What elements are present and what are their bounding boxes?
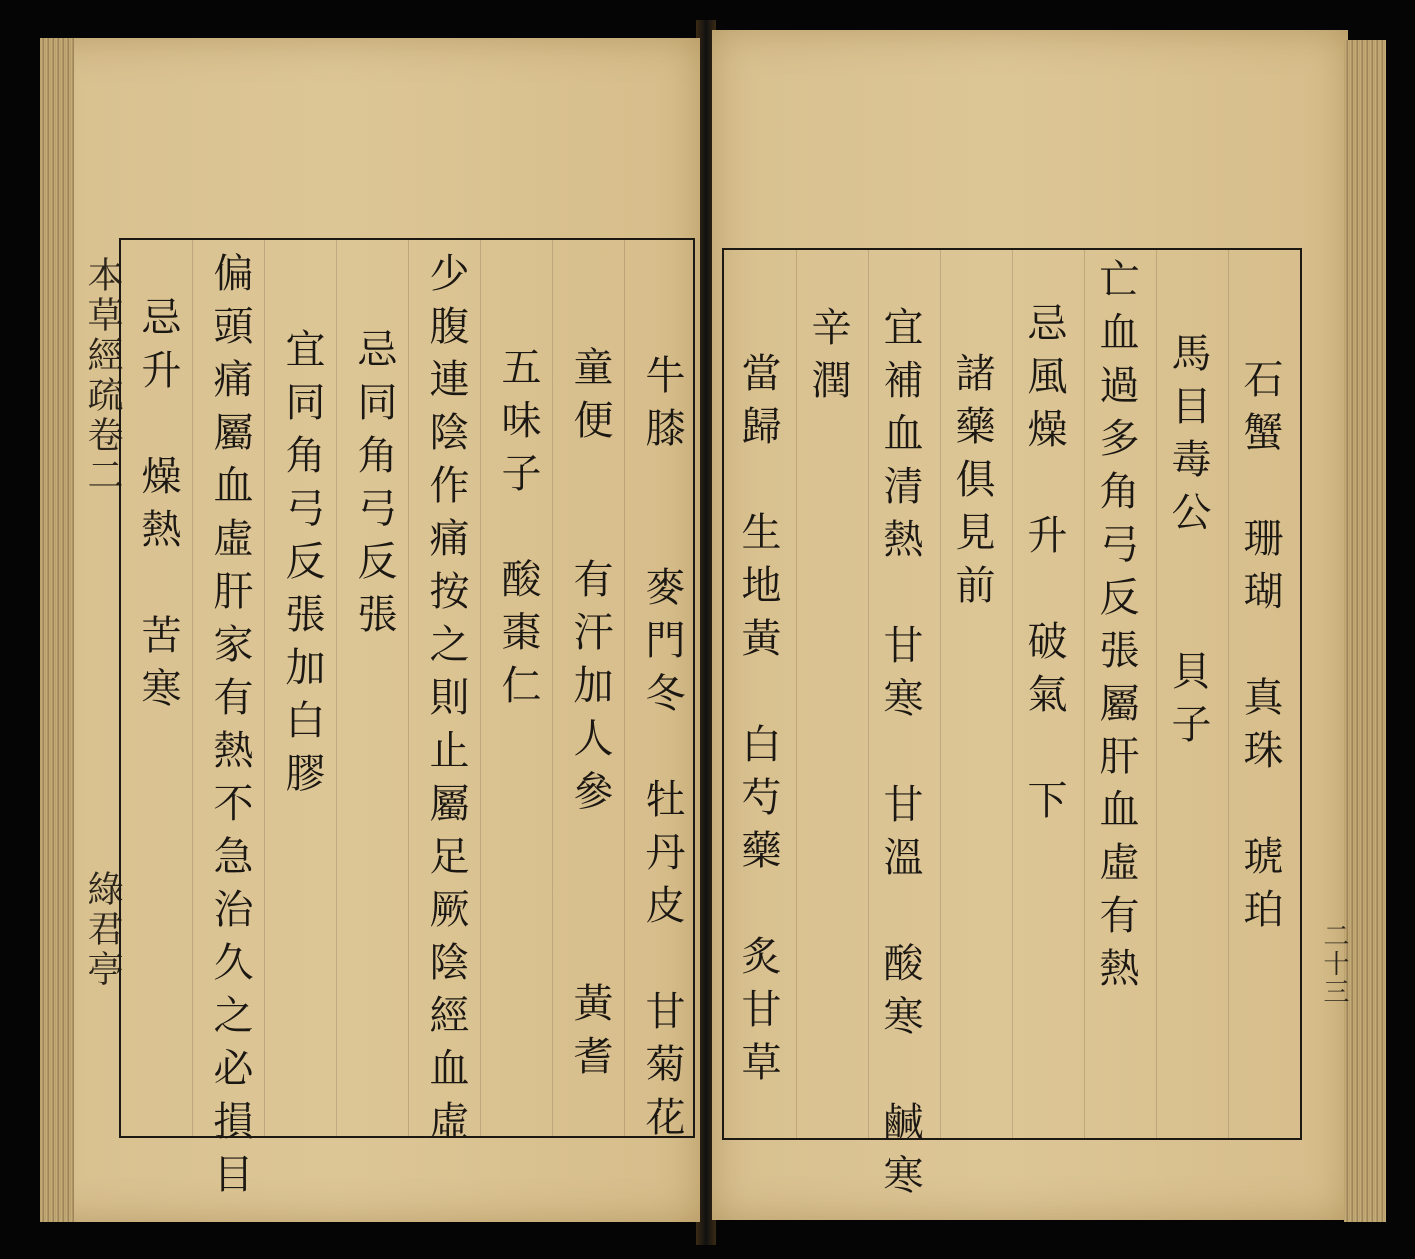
margin-publisher: 綠君亭 (82, 870, 123, 990)
left-column-4: 少腹連陰作痛按之則止屬足厥陰經血虛 (423, 252, 469, 1153)
right-column-6: 宜補血清熱 甘寒 甘溫 酸寒 鹹寒 (877, 306, 923, 1207)
right-column-8: 當歸 生地黃 白芍藥 炙甘草 (735, 352, 781, 1094)
page-folio-number: 二十三 (1319, 922, 1349, 1006)
left-column-8: 忌升 燥熱 苦寒 (135, 296, 181, 720)
right-page-edges (1344, 40, 1386, 1222)
right-column-1: 石蟹 珊瑚 真珠 琥珀 (1237, 358, 1283, 941)
right-column-7: 辛潤 (805, 306, 851, 412)
left-page-edges (40, 38, 74, 1222)
left-column-7: 偏頭痛屬血虛肝家有熱不急治久之必損目 (207, 252, 253, 1206)
left-column-3: 五味子 酸棗仁 (495, 346, 541, 717)
left-column-5: 忌同角弓反張 (351, 328, 397, 646)
right-column-3: 亡血過多角弓反張屬肝血虛有熱 (1093, 258, 1139, 1000)
left-column-2: 童便 有汗加人參 黃耆 (567, 346, 613, 1088)
margin-book-title: 本草經疏卷二 (82, 256, 123, 496)
left-column-1: 牛膝 麥門冬 牡丹皮 甘菊花 (639, 354, 685, 1149)
left-column-6: 宜同角弓反張加白膠 (279, 328, 325, 805)
right-column-2: 馬目毒公 貝子 (1165, 332, 1211, 756)
right-column-4: 忌風燥 升 破氣 下 (1021, 302, 1067, 832)
right-column-5: 諸藥俱見前 (949, 352, 995, 617)
